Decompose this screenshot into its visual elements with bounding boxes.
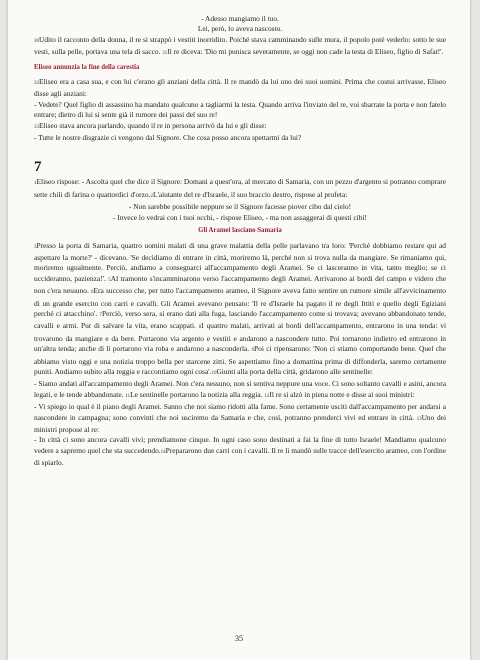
text-run: Lei, però, lo aveva nascosto. xyxy=(197,24,283,34)
verse-number: 31 xyxy=(162,51,168,57)
centered-line xyxy=(34,213,446,223)
paragraph xyxy=(34,402,446,435)
paragraph xyxy=(34,177,446,202)
verse-number: 32 xyxy=(34,81,39,87)
verse-number: 33 xyxy=(34,124,39,130)
verse-number: 1 xyxy=(34,181,37,187)
text-run: Eliseo stava ancora parlando, quando il re in persona arrivò da lui e gli disse: xyxy=(39,120,267,130)
verse-number: 8 xyxy=(198,325,202,331)
text-run: Eliseo rispose: - Ascolta quel che dice il Signore: Domani a quest'ora, al mercato di Samaria, con un pezzo d'argento si potranno comprare sette chili di farina o quattordici d'orzo. xyxy=(34,177,446,199)
section-heading xyxy=(34,63,446,73)
text-run: - Vedete? Quel figlio di assassino ha mandato qualcuno a tagliarmi la testa. Quando arriva l'inviato del re, voi sbarrate la porta e non fatelo entrare; dietro di lui si sente già il rumore dei passi del suo re! xyxy=(34,99,446,120)
verse-number: 6 xyxy=(91,290,94,296)
page-number: 35 xyxy=(235,634,243,643)
centered-line xyxy=(34,14,446,24)
text-run: Poi ci ripensarono: 'Non ci stiamo comportando bene. Quel che abbiamo visto oggi e una notizia troppo bella per starcene zitti. Se aspettiamo fino a domattina prima di diffonderla, saremo certamente puniti. Andiamo subito alla reggia e raccontiamo ogni cosa'. xyxy=(34,344,447,376)
verse-number: 5 xyxy=(108,277,111,283)
text-run: - Adesso mangiamo il tuo. xyxy=(201,14,279,23)
centered-line xyxy=(34,202,446,212)
verse-number: 9 xyxy=(251,348,255,354)
text-run: 7 xyxy=(34,159,42,176)
text-run: I quattro malati, arrivati ai bordi dell'accampamento, entrarono in una tenda: vi trovarono da mangiare e da bere. Portarono via argento e vestiti e andarono a nascondere tutto. Poi tornarono indietro ed entrarono in un'altra tenda; anche di lì portarono via roba e andarono a nasconderla. xyxy=(34,321,446,354)
centered-line xyxy=(34,24,446,34)
text-run: - In città ci sono ancora cavalli vivi; prendiamone cinque. In ogni caso sono destinati a fai la fine di tutto Israele! Mandiamo qualcuno vedere a sapremo quel che sta succedendo. xyxy=(34,435,446,455)
verse-number: 12 xyxy=(264,393,270,399)
text-run: Udito il racconto della donna, il re si strappò i vestiti inorridito. Poiché stava camminando sulle mura, il popolo poté vederlo: sotto le sue vesti, sulla pelle, portava una tela di sacco. xyxy=(34,34,446,57)
paragraph xyxy=(34,77,446,100)
verse-number: 10 xyxy=(211,370,217,376)
text-run: - Non sarebbe possibile neppure se il Signore facesse piover cibo dal cielo! xyxy=(128,202,352,212)
text-run: Prepararono due carri con i cavalli. Il re li mandò sulle tracce dell'esercito arameo, con l'ordine di spiarlo. xyxy=(34,445,446,468)
paragraph xyxy=(34,379,446,402)
paragraph xyxy=(34,133,446,143)
text-run: - Vi spiego io qual è il piano degli Aramei. Sanno che noi siamo ridotti alla fame. Sono certamente usciti dall'accampamento per andarsi a nascondere in campagna; sono convinti che noi usciremo da Samaria e che, così, potranno prenderci vivi ed entrare in città. xyxy=(34,402,446,422)
document-page xyxy=(8,0,470,660)
text-run: - Invece lo vedrai con i tuoi occhi, - rispose Eliseo, - ma non assaggerai di questi cibi! xyxy=(113,212,367,222)
section-heading xyxy=(34,226,446,236)
text-run: Giunti alla porta della città, gridarono alle sentinelle: xyxy=(216,366,373,376)
text-run: Il re si alzò in piena notte e disse ai suoi ministri: xyxy=(269,389,415,399)
text-run: Era successo che, per tutto l'accampamento arameo, il Signore aveva fatto sentire un rumore simile all'avvicinamento di un grande esercito con carri e cavalli. Gli Aramei avevano pensato: 'Il re d'Israele ha pagato il re degli Ittiti e quello degli Egiziani perché ci attacchino'. xyxy=(34,286,446,318)
chapter-number xyxy=(34,159,446,175)
paragraph xyxy=(34,241,446,380)
verse-number: 14 xyxy=(160,449,166,455)
verse-number: 2 xyxy=(150,193,153,199)
verse-number: 30 xyxy=(34,38,39,44)
text-run: Presso la porta di Samaria, quattro uomini malati di una grave malattia della pelle parlavano tra loro: 'Perché dobbiamo restare qui ad aspettare la morte?' - dicevano. 'Se decidiamo di entrare in città, moriremo là, perché non si trova nulla da mangiare. Se rimaniamo qui, moriremo ugualmente. Perciò, andiamo a consegnarci all'accampamento degli Aramei. Se ci lasceranno in vita, tanto meglio; se ci uccideranno, pazienza!'. xyxy=(34,240,446,283)
paragraph xyxy=(34,35,446,60)
text-run: Perciò, verso sera, si erano dati alla fuga, lasciando l'accampamento come si trovava; avevano abbandonato tende, cavalli e armi. Pur di salvare la vita, erano scappati. xyxy=(34,308,446,331)
text-run: Uno dei ministri propose al re: xyxy=(34,412,446,434)
verse-number: 7 xyxy=(99,312,102,318)
text-run: Gli Aramei lasciano Samaria xyxy=(198,227,282,235)
paragraph xyxy=(34,121,446,133)
text-run: Al tramonto s'incamminarono verso l'accampamento degli Aramei. Arrivarono ai bordi del campo e videro che non c'era nessuno. xyxy=(34,273,446,296)
text-run: - Siamo andati all'accampamento degli Aramei. Non c'era nessuno, non si sentiva neppure una voce. Ci sono soltanto cavalli e asini, ancora legati, e le tende abbandonate. xyxy=(34,379,446,399)
text-run: - Tutte le nostre disgrazie ci vengono dal Signore. Che cosa posso ancora spettarmi da lui? xyxy=(34,133,302,143)
paragraph xyxy=(34,100,446,121)
text-run: Il re diceva: 'Dio mi punisca severamente, se oggi non cade la testa di Eliseo, figlio di Safat!'. xyxy=(167,47,444,57)
text-run: Eliseo annunzia la fine della carestia xyxy=(34,63,140,71)
text-run: Eliseo era a casa sua, e con lui c'erano gli anziani della città. Il re mandò da lui uno dei suoi uomini. Prima che costui arrivasse, Eliseo disse agli anziani: xyxy=(34,77,446,99)
text-run: Le sentinelle portarono la notizia alla reggia. xyxy=(130,389,265,399)
verse-number: 11 xyxy=(125,393,131,399)
page-text xyxy=(34,14,446,469)
verse-number: 3 xyxy=(34,244,37,250)
paragraph xyxy=(34,435,446,468)
text-run: L'aiutante del re d'Israele, il suo braccio destro, rispose al profeta: xyxy=(152,189,348,199)
verse-number: 13 xyxy=(416,416,422,422)
